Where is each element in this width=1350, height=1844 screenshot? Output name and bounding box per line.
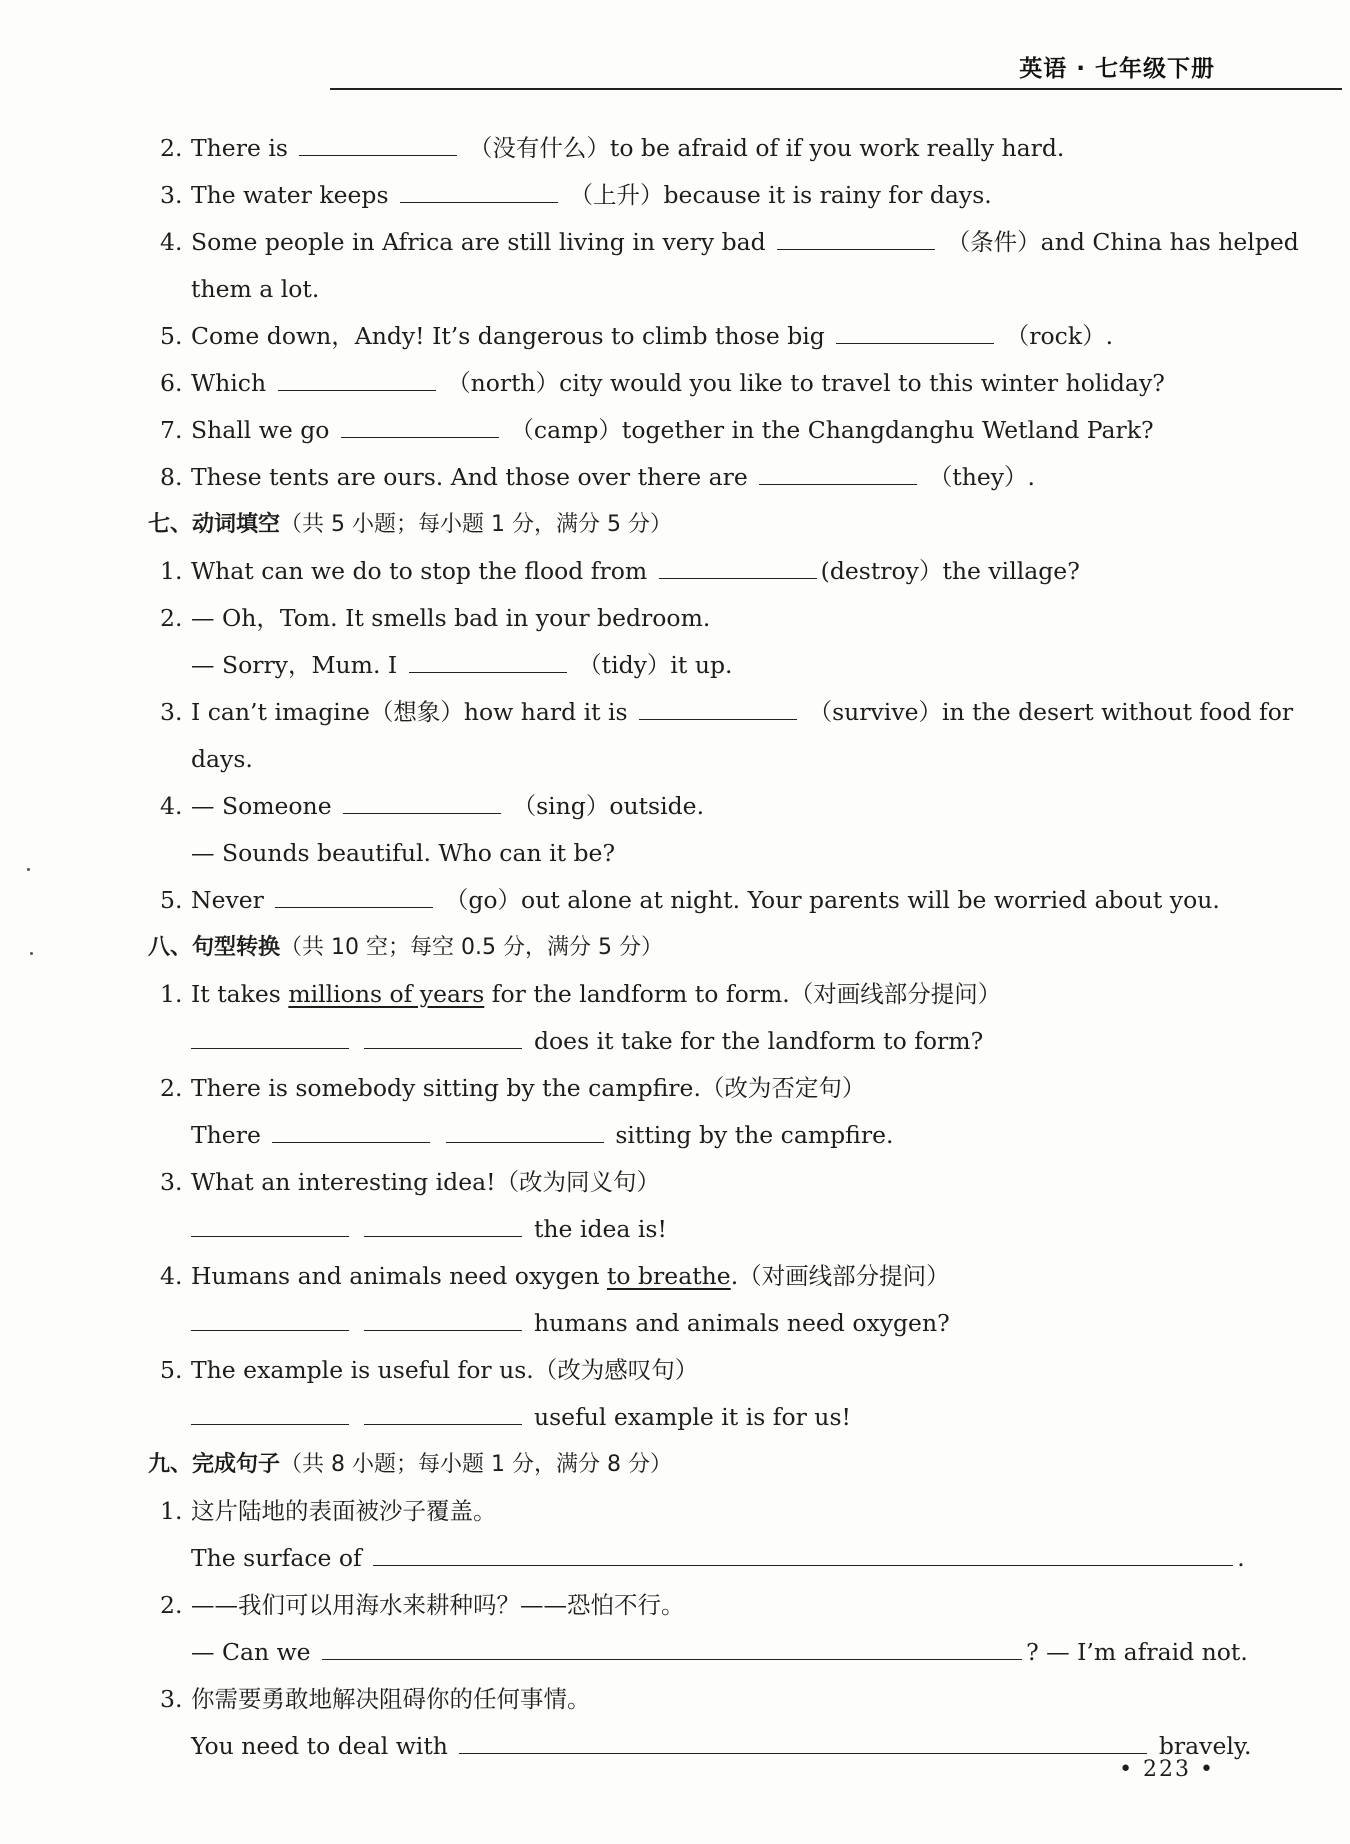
question-number: 5. <box>160 886 183 914</box>
question-text: （camp）together in the Changdanghu Wetland Park? <box>510 416 1154 444</box>
question-text: I can’t imagine（想象）how hard it is <box>191 698 628 726</box>
question-line <box>0 1065 1350 1112</box>
question-line <box>0 219 1350 266</box>
answer-line <box>0 1300 1350 1347</box>
question-number: 1. <box>160 557 183 585</box>
question-number: 6. <box>160 369 183 397</box>
page-header-title: 英语 · 七年级下册 <box>1019 56 1215 82</box>
question-line <box>0 454 1350 501</box>
question-text: （sing）outside. <box>512 792 705 820</box>
section-heading <box>0 501 1350 548</box>
answer-blank[interactable] <box>191 1214 349 1237</box>
answer-text: — Can we <box>191 1638 311 1666</box>
section-title: 八、句型转换 <box>148 935 281 960</box>
question-text: 你需要勇敢地解决阻碍你的任何事情。 <box>191 1685 591 1713</box>
question-line <box>0 1253 1350 1300</box>
question-line <box>0 407 1350 454</box>
question-text: There is somebody sitting by the campfire.（改为否定句） <box>191 1074 866 1102</box>
question-number: 2. <box>160 1591 183 1619</box>
question-line <box>0 595 1350 642</box>
answer-blank[interactable] <box>446 1120 604 1143</box>
section-title: 七、动词填空 <box>148 512 281 537</box>
question-text: Humans and animals need oxygen <box>191 1262 607 1290</box>
question-number: 3. <box>160 698 183 726</box>
answer-blank[interactable] <box>191 1402 349 1425</box>
answer-blank[interactable] <box>373 1543 1233 1566</box>
answer-blank[interactable] <box>659 556 817 579</box>
answer-line <box>0 1112 1350 1159</box>
question-number: 4. <box>160 1262 183 1290</box>
question-line <box>0 783 1350 830</box>
question-text: Which <box>191 369 267 397</box>
question-number: 8. <box>160 463 183 491</box>
answer-text: the idea is! <box>533 1215 667 1243</box>
answer-line <box>0 1206 1350 1253</box>
question-line <box>0 313 1350 360</box>
question-continuation: — Sounds beautiful. Who can it be? <box>191 839 616 867</box>
question-line <box>0 877 1350 924</box>
question-number: 3. <box>160 1168 183 1196</box>
question-number: 3. <box>160 1685 183 1713</box>
question-line <box>0 1676 1350 1723</box>
question-number: 3. <box>160 181 183 209</box>
question-text: Some people in Africa are still living in very bad <box>191 228 766 256</box>
question-text: Come down，Andy! It’s dangerous to climb those big <box>191 322 825 350</box>
section-title: 九、完成句子 <box>148 1452 281 1477</box>
question-text: （survive）in the desert without food for <box>808 698 1294 726</box>
question-number: 2. <box>160 1074 183 1102</box>
question-text: for the landform to form.（对画线部分提问） <box>484 980 1002 1008</box>
answer-blank[interactable] <box>272 1120 430 1143</box>
question-continuation: days. <box>191 745 253 773</box>
answer-blank[interactable] <box>777 227 935 250</box>
answer-text: . <box>1237 1544 1245 1572</box>
underlined-phrase: to breathe <box>606 1262 731 1290</box>
section-note: （共 10 空；每空 0.5 分，满分 5 分） <box>280 935 663 960</box>
question-text: Shall we go <box>191 416 330 444</box>
answer-blank[interactable] <box>836 321 994 344</box>
answer-line <box>0 1394 1350 1441</box>
question-text: It takes <box>191 980 289 1008</box>
question-line <box>0 548 1350 595</box>
answer-blank[interactable] <box>278 368 436 391</box>
question-text: （north）city would you like to travel to this winter holiday? <box>447 369 1165 397</box>
question-text: （上升）because it is rainy for days. <box>569 181 992 209</box>
answer-blank[interactable] <box>364 1026 522 1049</box>
question-continuation <box>0 642 1350 689</box>
question-text: — Sorry，Mum. I <box>191 651 398 679</box>
question-text: （条件）and China has helped <box>946 228 1299 256</box>
answer-blank[interactable] <box>409 650 567 673</box>
answer-blank[interactable] <box>275 885 433 908</box>
question-line <box>0 1159 1350 1206</box>
question-text: （没有什么）to be afraid of if you work really hard. <box>468 134 1065 162</box>
question-text: These tents are ours. And those over there are <box>191 463 748 491</box>
question-number: 4. <box>160 228 183 256</box>
question-text: Never <box>191 886 264 914</box>
question-text: （go）out alone at night. Your parents will be worried about you. <box>444 886 1220 914</box>
question-line <box>0 1347 1350 1394</box>
section-heading <box>0 1441 1350 1488</box>
answer-text: useful example it is for us! <box>533 1403 851 1431</box>
question-line <box>0 125 1350 172</box>
question-text: There is <box>191 134 288 162</box>
answer-text: does it take for the landform to form? <box>533 1027 984 1055</box>
answer-blank[interactable] <box>639 697 797 720</box>
question-line <box>0 360 1350 407</box>
question-text: (destroy）the village? <box>820 557 1080 585</box>
question-number: 2. <box>160 604 183 632</box>
underlined-phrase: millions of years <box>288 980 485 1008</box>
answer-line <box>0 1535 1350 1582</box>
answer-text: There <box>191 1121 261 1149</box>
question-text: — Oh，Tom. It smells bad in your bedroom. <box>191 604 711 632</box>
answer-blank[interactable] <box>343 791 501 814</box>
answer-line <box>0 1629 1350 1676</box>
answer-text: bravely. <box>1158 1732 1252 1760</box>
section-heading <box>0 924 1350 971</box>
question-number: 2. <box>160 134 183 162</box>
section-note: （共 8 小题；每小题 1 分，满分 8 分） <box>280 1452 672 1477</box>
question-number: 4. <box>160 792 183 820</box>
answer-blank[interactable] <box>400 180 558 203</box>
question-number: 1. <box>160 1497 183 1525</box>
question-number: 1. <box>160 980 183 1008</box>
question-text: What an interesting idea!（改为同义句） <box>191 1168 661 1196</box>
answer-blank[interactable] <box>459 1731 1147 1754</box>
question-line <box>0 689 1350 736</box>
answer-blank[interactable] <box>191 1308 349 1331</box>
question-text: What can we do to stop the flood from <box>191 557 648 585</box>
page-content <box>0 125 1350 1770</box>
answer-text: The surface of <box>191 1544 362 1572</box>
question-text: — Someone <box>191 792 332 820</box>
question-text: The example is useful for us.（改为感叹句） <box>191 1356 699 1384</box>
answer-blank[interactable] <box>364 1308 522 1331</box>
answer-blank[interactable] <box>759 462 917 485</box>
section-note: （共 5 小题；每小题 1 分，满分 5 分） <box>280 512 672 537</box>
answer-text: ? — I’m afraid not. <box>1026 1638 1248 1666</box>
question-line <box>0 971 1350 1018</box>
answer-blank[interactable] <box>299 133 457 156</box>
question-text: 这片陆地的表面被沙子覆盖。 <box>191 1497 497 1525</box>
answer-blank[interactable] <box>322 1637 1022 1660</box>
question-text: （they）. <box>928 463 1036 491</box>
question-line <box>0 1488 1350 1535</box>
answer-text: humans and animals need oxygen? <box>533 1309 950 1337</box>
question-text: The water keeps <box>191 181 389 209</box>
answer-blank[interactable] <box>364 1402 522 1425</box>
question-text: （rock）. <box>1005 322 1114 350</box>
question-text: .（对画线部分提问） <box>730 1262 950 1290</box>
answer-blank[interactable] <box>191 1026 349 1049</box>
question-number: 5. <box>160 1356 183 1384</box>
question-number: 5. <box>160 322 183 350</box>
answer-text: You need to deal with <box>191 1732 448 1760</box>
answer-blank[interactable] <box>364 1214 522 1237</box>
question-text: （tidy）it up. <box>578 651 733 679</box>
question-number: 7. <box>160 416 183 444</box>
header-rule <box>330 88 1342 90</box>
answer-line <box>0 1018 1350 1065</box>
question-line <box>0 1582 1350 1629</box>
question-text: ——我们可以用海水来耕种吗？——恐怕不行。 <box>191 1591 685 1619</box>
question-continuation: them a lot. <box>191 275 320 303</box>
answer-text: sitting by the campfire. <box>615 1121 894 1149</box>
answer-blank[interactable] <box>341 415 499 438</box>
page-number: • 223 • <box>1119 1757 1215 1782</box>
question-line <box>0 172 1350 219</box>
